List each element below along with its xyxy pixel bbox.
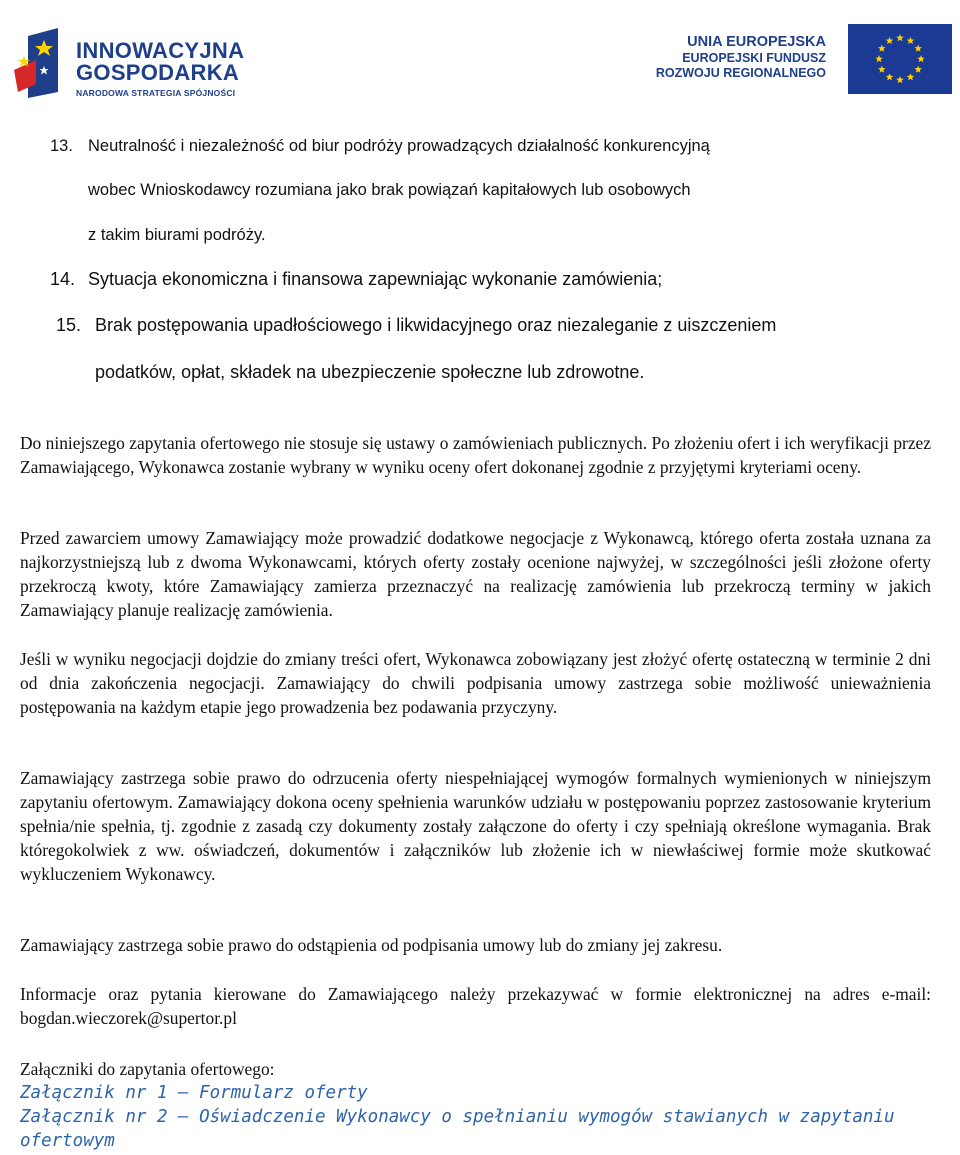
paragraph-scope: Do niniejszego zapytania ofertowego nie stosuje się ustawy o zamówieniach publicznych. Po złożeniu ofert i ich weryfikacji przez Zamawiającego, Wykonawca zostanie wybrany w wyniku oceny ofert dokonanej zgodnie z przyjętymi kryteriami oceny.	[20, 433, 931, 477]
ue-logo-line2: EUROPEJSKI FUNDUSZ	[682, 51, 826, 65]
paragraph-contact: Informacje oraz pytania kierowane do Zamawiającego należy przekazywać w formie elektronicznej na adres e-mail: bogdan.wieczorek@supertor.pl	[20, 984, 931, 1028]
paragraph-negotiations: Przed zawarciem umowy Zamawiający może prowadzić dodatkowe negocjacje z Wykonawcą, którego oferta została uznana za najkorzystniejszą lub z dwoma Wykonawcami, których oferty zostały ocenione najwyżej, w szczególności jeśli złożone oferty przekroczą kwoty, które Zamawiający zamierza przeznaczyć na realizację zamówienia lub przekroczą terminy w jakich Zamawiający planuje realizację zamówienia.	[20, 528, 931, 620]
ue-efrr-logo	[652, 24, 952, 94]
ig-emblem-icon	[14, 26, 74, 102]
ig-logo-line1: INNOWACYJNA	[76, 38, 245, 63]
paragraph-withdrawal: Zamawiający zastrzega sobie prawo do odstąpienia od podpisania umowy lub do zmiany jej zakresu.	[20, 935, 723, 955]
ig-logo-line2: GOSPODARKA	[76, 60, 240, 85]
eu-flag-icon	[848, 24, 952, 94]
list-number: 13.	[50, 137, 73, 155]
list-number: 14.	[50, 269, 76, 289]
list-number: 15.	[56, 315, 82, 335]
attachments-section	[20, 1057, 940, 1153]
attachments-title: Załączniki do zapytania ofertowego:	[20, 1059, 275, 1079]
ue-logo-line1: UNIA EUROPEJSKA	[687, 34, 826, 50]
innowacyjna-gospodarka-logo	[14, 26, 254, 102]
ig-logo-line3: NARODOWA STRATEGIA SPÓJNOŚCI	[76, 88, 236, 98]
paragraph-final-offer: Jeśli w wyniku negocjacji dojdzie do zmiany treści ofert, Wykonawca zobowiązany jest złożyć ofertę ostateczną w terminie 2 dni od dnia zakończenia negocjacji. Zamawiający do chwili podpisania umowy zastrzega sobie możliwość unieważnienia postępowania na każdym etapie jego prowadzenia bez podawania przyczyny.	[20, 649, 931, 717]
ue-logo-line3: ROZWOJU REGIONALNEGO	[655, 66, 826, 80]
attachment-link-2[interactable]: Załącznik nr 2 – Oświadczenie Wykonawcy o spełnianiu wymogów stawianych w zapytaniu ofertowym	[20, 1107, 895, 1151]
attachment-link-1[interactable]: Załącznik nr 1 – Formularz oferty	[20, 1083, 368, 1103]
paragraph-rejection: Zamawiający zastrzega sobie prawo do odrzucenia oferty niespełniającej wymogów formalnych wymienionych w niniejszym zapytaniu ofertowym. Zamawiający dokona oceny spełnienia warunków udziału w postępowaniu poprzez zastosowanie kryterium spełnia/nie spełnia, tj. zgodnie z zasadą czy dokumenty zostały załączone do oferty i czy spełniają określone wymagania. Brak któregokolwiek z ww. oświadczeń, dokumentów i załączników lub złożenie ich w niewłaściwej formie może skutkować wykluczeniem Wykonawcy.	[20, 768, 931, 884]
